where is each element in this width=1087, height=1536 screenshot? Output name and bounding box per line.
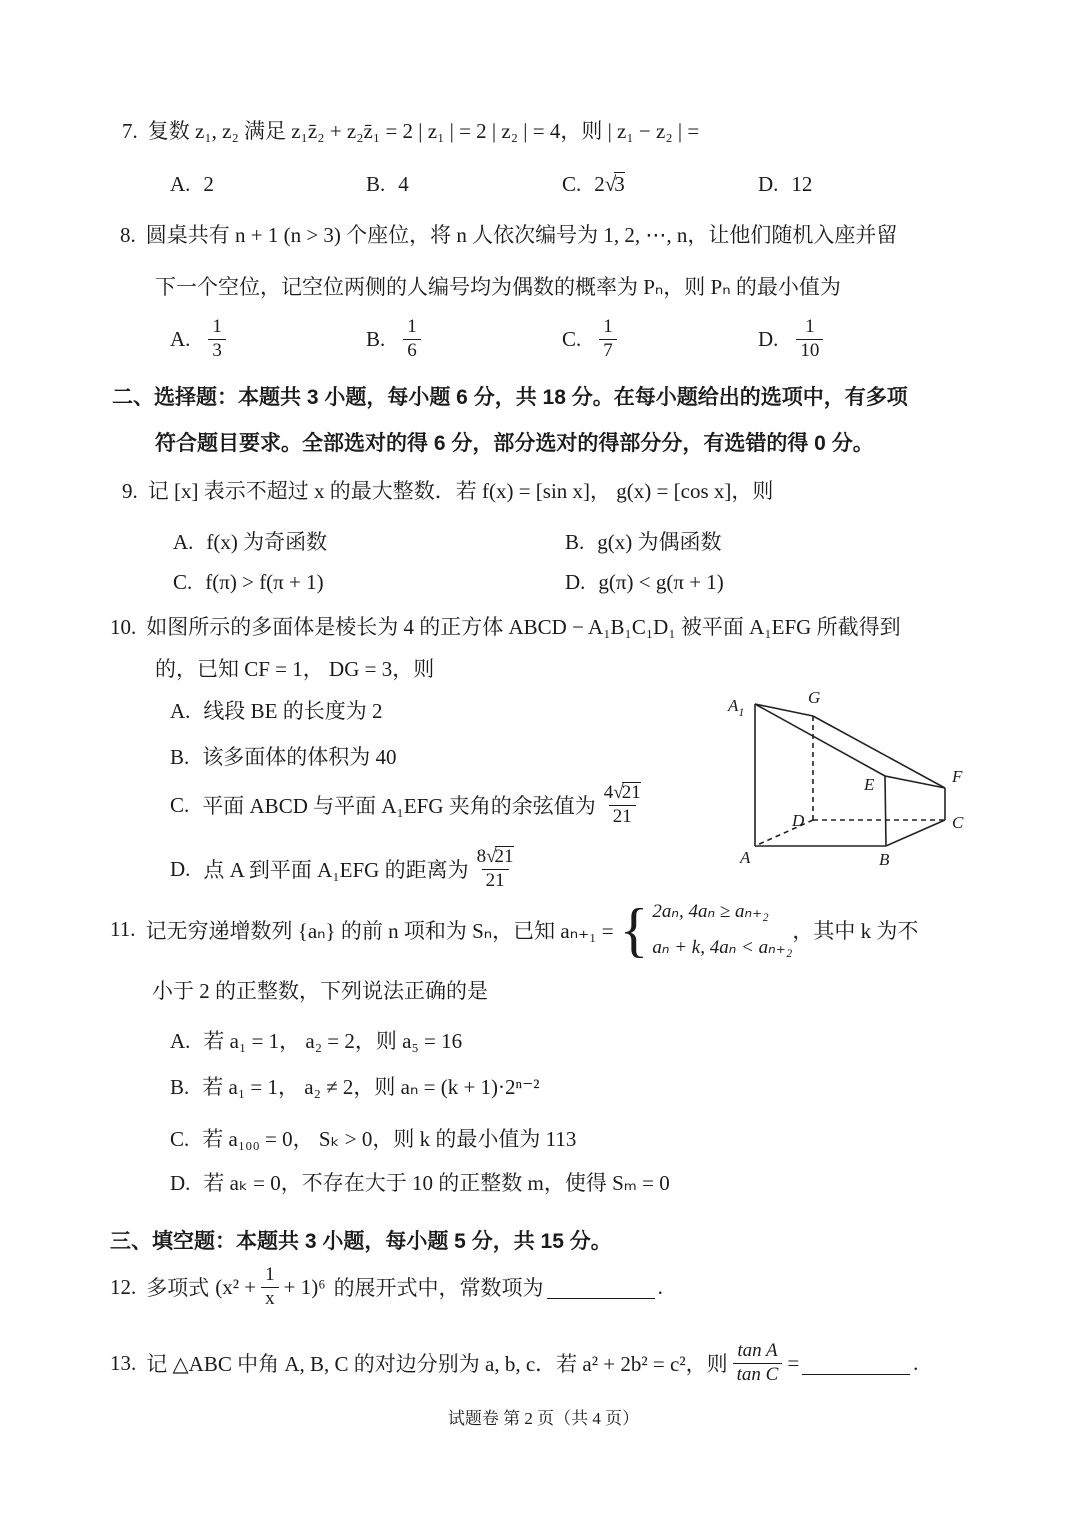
option-text: 该多面体的体积为 40 — [202, 745, 397, 769]
section-2-heading-line-2 — [155, 430, 874, 457]
option-text: f(π) > f(π + 1) — [205, 570, 324, 594]
vertex-label-f: F — [952, 767, 963, 786]
fraction-numerator: 1 — [407, 316, 417, 337]
question-9-number: 9. — [122, 479, 138, 503]
vertex-label-e: E — [864, 775, 875, 794]
question-11-option-c — [170, 1126, 576, 1153]
option-label: A. — [170, 1029, 191, 1053]
page-footer — [0, 1404, 1087, 1429]
fraction — [261, 1264, 279, 1311]
option-label: D. — [758, 172, 779, 196]
radical-sign: √ — [613, 782, 624, 803]
option-text: 若 a₁₀₀ = 0， Sₖ > 0，则 k 的最小值为 113 — [202, 1127, 577, 1151]
page-footer-text: 试题卷 第 2 页（共 4 页） — [447, 1409, 640, 1428]
fraction — [599, 316, 617, 363]
section-3-text: 三、填空题：本题共 3 小题，每小题 5 分，共 15 分。 — [110, 1230, 612, 1253]
question-11-number: 11. — [110, 917, 136, 941]
vertex-label-d: D — [792, 811, 805, 830]
question-11-stem-post: ，其中 k 为不 — [792, 918, 919, 943]
question-10-option-d — [170, 846, 522, 893]
section-2-text-1: 二、选择题：本题共 3 小题，每小题 6 分，共 18 分。在每小题给出的选项中，有多项 — [112, 386, 908, 409]
option-label: C. — [562, 172, 582, 196]
polyhedron-figure — [698, 678, 1018, 888]
question-7-number: 7. — [122, 119, 138, 143]
fraction-numerator: 1 — [805, 316, 815, 337]
fraction — [796, 316, 823, 363]
question-10-option-c — [170, 782, 649, 829]
question-8-stem-text-2: 下一个空位，记空位两侧的人编号均为偶数的概率为 Pₙ，则 Pₙ 的最小值为 — [155, 275, 841, 299]
option-label: C. — [562, 326, 582, 351]
fraction-denominator: 6 — [403, 339, 421, 363]
section-2-text-2: 符合题目要求。全部选对的得 6 分，部分选对的得部分分，有选错的得 0 分。 — [155, 432, 874, 455]
question-11-option-b — [170, 1074, 540, 1101]
question-13-text-1: 记 △ABC 中角 A, B, C 的对边分别为 a, b, c．若 a² + 2b² = c²，则 — [146, 1352, 728, 1377]
question-12-period: . — [657, 1274, 663, 1299]
question-12-number: 12. — [110, 1274, 137, 1299]
fraction-denominator: 10 — [796, 339, 823, 363]
option-text: 若 a₁ = 1， a₂ = 2，则 a₅ = 16 — [203, 1029, 463, 1053]
fraction-numerator — [474, 846, 517, 869]
option-label: B. — [170, 1075, 190, 1099]
question-7-options — [170, 172, 954, 197]
question-10-option-a — [170, 698, 383, 725]
option-label: D. — [758, 326, 779, 351]
option-text: 线段 BE 的长度为 2 — [203, 699, 383, 723]
fraction — [208, 316, 226, 363]
fraction — [474, 846, 517, 893]
question-11-stem-line-1 — [110, 896, 919, 963]
option-value: 2 — [203, 172, 214, 196]
fraction — [403, 316, 421, 363]
vertex-label-g: G — [808, 688, 821, 707]
vertex-label-c: C — [952, 813, 964, 832]
coefficient: 4 — [603, 782, 614, 803]
option-label: A. — [173, 530, 194, 554]
question-7-option-a — [170, 172, 366, 197]
option-label: D. — [170, 1171, 191, 1195]
question-8-option-a — [170, 316, 366, 363]
option-text: 若 aₖ = 0，不存在大于 10 的正整数 m，使得 Sₘ = 0 — [203, 1171, 670, 1195]
vertex-label-b: B — [879, 850, 890, 869]
fraction-numerator — [601, 782, 644, 805]
fraction-denominator: 21 — [482, 869, 509, 893]
question-13-equals: = — [787, 1350, 800, 1375]
question-8-option-b — [366, 316, 562, 363]
question-8-stem-line-2 — [155, 274, 841, 301]
question-10-stem-text-1: 如图所示的多面体是棱长为 4 的正方体 ABCD − A₁B₁C₁D₁ 被平面 A₁EFG 所截得到 — [146, 615, 901, 639]
option-text: g(π) < g(π + 1) — [598, 570, 724, 594]
option-text: 若 a₁ = 1， a₂ ≠ 2，则 aₙ = (k + 1)·2ⁿ⁻² — [202, 1075, 540, 1099]
question-12-math-close: + 1)⁶ — [283, 1274, 326, 1299]
question-10-stem-line-1 — [110, 614, 901, 641]
question-13-period: . — [913, 1350, 919, 1375]
fraction-denominator: 7 — [599, 339, 617, 363]
question-9-options-row-2 — [173, 570, 957, 595]
option-label: A. — [170, 172, 191, 196]
radicand: 3 — [614, 172, 625, 196]
option-label: B. — [366, 326, 386, 351]
option-label: A. — [170, 699, 191, 723]
question-12-text-1: 多项式 — [146, 1276, 210, 1301]
question-7-option-d — [758, 172, 954, 197]
option-text: f(x) 为奇函数 — [206, 530, 328, 554]
radical-sign: √ — [604, 172, 617, 196]
vertex-label-a1: $A_1$ — [728, 696, 745, 719]
fraction — [733, 1340, 783, 1387]
question-7-stem-line — [122, 118, 699, 145]
option-value: 12 — [791, 172, 813, 196]
question-10-stem-line-2 — [155, 656, 434, 683]
option-text: 点 A 到平面 A₁EFG 的距离为 — [203, 858, 469, 883]
question-13-number: 13. — [110, 1350, 137, 1375]
question-12-line — [110, 1264, 663, 1311]
question-9-stem-text: 记 [x] 表示不超过 x 的最大整数．若 f(x) = [sin x]， g(x) = [cos x]，则 — [147, 479, 774, 503]
answer-blank — [547, 1275, 655, 1299]
question-12-math-open: (x² + — [215, 1274, 257, 1299]
question-9-option-a — [173, 526, 565, 556]
question-7-option-b — [366, 172, 562, 197]
question-8-stem-text-1: 圆桌共有 n + 1 (n > 3) 个座位，将 n 人依次编号为 1, 2, ⋯, n，让他们随机入座并留 — [145, 223, 898, 247]
option-label: B. — [170, 745, 190, 769]
question-9-stem-line — [122, 478, 773, 505]
option-label: D. — [170, 856, 191, 881]
option-label: D. — [565, 570, 586, 594]
radicand: 21 — [494, 846, 514, 867]
radicand: 21 — [621, 782, 641, 803]
option-text: 平面 ABCD 与平面 A₁EFG 夹角的余弦值为 — [202, 794, 596, 819]
question-9-options-row-1 — [173, 526, 957, 556]
fraction-numerator: tan A — [737, 1340, 778, 1361]
piecewise-brace: { — [619, 896, 649, 963]
fraction-numerator: 1 — [603, 316, 613, 337]
option-value: 4 — [398, 172, 409, 196]
vertex-label-a: A — [740, 848, 751, 867]
question-8-stem-line-1 — [120, 222, 897, 249]
option-label: A. — [170, 326, 191, 351]
question-10-option-b — [170, 744, 397, 771]
option-label: B. — [565, 530, 585, 554]
radical-sign: √ — [486, 846, 497, 867]
question-13-line — [110, 1340, 918, 1387]
section-2-heading-line-1 — [112, 384, 908, 411]
question-9-option-d — [565, 570, 957, 595]
piecewise-case-2: aₙ + k, 4aₙ < aₙ₊₂ — [652, 937, 793, 958]
question-8-number: 8. — [120, 223, 136, 247]
answer-blank — [802, 1351, 910, 1375]
question-10-stem-text-2: 的，已知 CF = 1， DG = 3，则 — [155, 657, 435, 681]
fraction-numerator: 1 — [212, 316, 222, 337]
question-9-option-b — [565, 526, 957, 556]
question-10-number: 10. — [110, 615, 137, 639]
option-label: C. — [170, 1127, 190, 1151]
section-3-heading — [110, 1228, 612, 1255]
fraction-denominator: tan C — [733, 1363, 783, 1387]
fraction-denominator: 3 — [208, 339, 226, 363]
option-label: C. — [173, 570, 193, 594]
question-11-stem-pre: 记无穷递增数列 {aₙ} 的前 n 项和为 Sₙ，已知 aₙ₊₁ = — [145, 918, 614, 943]
fraction-numerator: 1 — [265, 1264, 275, 1285]
fraction-denominator: 21 — [609, 805, 636, 829]
question-12-text-2: 的展开式中，常数项为 — [333, 1276, 544, 1301]
option-value: 2 — [594, 172, 605, 196]
question-9-option-c — [173, 570, 565, 595]
polyhedron-edges — [755, 704, 945, 846]
fraction-denominator: x — [261, 1287, 279, 1311]
option-text: g(x) 为偶函数 — [597, 530, 722, 554]
fraction — [601, 782, 644, 829]
piecewise-definition — [614, 896, 793, 963]
option-label: C. — [170, 792, 190, 817]
question-8-options — [170, 316, 954, 363]
question-8-option-c — [562, 316, 758, 363]
question-7-stem-text: 复数 z₁, z₂ 满足 z₁z̄₂ + z₂z̄₁ = 2 | z₁ | = 2 | z₂ | = 4，则 | z₁ − z₂ | = — [147, 119, 700, 143]
question-11-stem-line-2 — [152, 978, 488, 1005]
piecewise-cases — [652, 900, 792, 959]
question-8-option-d — [758, 316, 954, 363]
question-11-option-a — [170, 1028, 462, 1055]
coefficient: 8 — [476, 846, 487, 867]
question-11-option-d — [170, 1170, 670, 1197]
piecewise-case-1: 2aₙ, 4aₙ ≥ aₙ₊₂ — [652, 901, 769, 922]
option-label: B. — [366, 172, 386, 196]
question-11-stem-text-2: 小于 2 的正整数，下列说法正确的是 — [152, 979, 488, 1003]
question-7-option-c — [562, 172, 758, 197]
